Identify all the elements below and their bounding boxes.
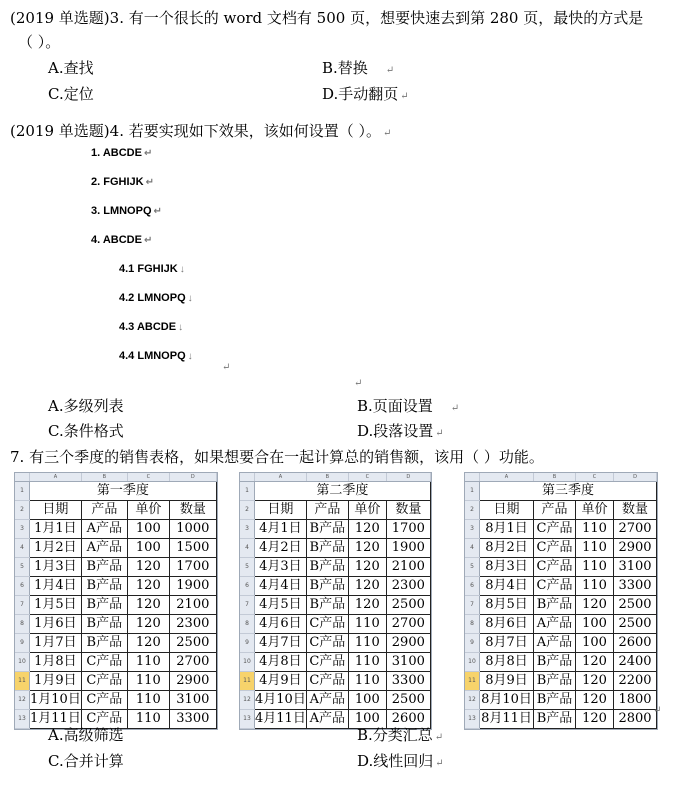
- table-cell: 120: [348, 577, 386, 596]
- table-cell: 120: [348, 520, 386, 539]
- table-cell: 1月1日: [30, 520, 82, 539]
- table-cell: 1800: [614, 691, 657, 710]
- table-cell: B产品: [306, 596, 348, 615]
- list-item-1: 1. ABCDE ↵: [91, 147, 153, 159]
- table-cell: 120: [127, 558, 169, 577]
- table-cell: 4月7日: [255, 634, 307, 653]
- row-header[interactable]: 12: [465, 691, 480, 710]
- row-header[interactable]: 13: [465, 710, 480, 729]
- table-cell: 1700: [169, 558, 216, 577]
- table-cell: B产品: [81, 634, 127, 653]
- list-item-4-4: 4.4 LMNOPQ ↓: [119, 350, 193, 362]
- row-header[interactable]: 4: [15, 539, 30, 558]
- table-cell: 1月3日: [30, 558, 82, 577]
- table-row: [240, 691, 430, 710]
- table-cell: 2900: [614, 539, 657, 558]
- table-cell: B产品: [81, 558, 127, 577]
- table-cell: C产品: [81, 710, 127, 729]
- table-cell: 120: [576, 672, 614, 691]
- column-header[interactable]: D: [386, 473, 430, 482]
- table-cell: 4月11日: [255, 710, 307, 729]
- paragraph-mark: ↵: [354, 378, 363, 389]
- q3-option-a: A.查找: [48, 59, 94, 77]
- table-cell: 2900: [386, 634, 430, 653]
- table-cell: B产品: [534, 710, 576, 729]
- row-header[interactable]: 4: [465, 539, 480, 558]
- table-cell: 120: [576, 653, 614, 672]
- row-header[interactable]: 13: [240, 710, 255, 729]
- column-heading: 数量: [386, 501, 430, 520]
- q7-option-c: C.合并计算: [48, 752, 124, 770]
- table-cell: 8月10日: [480, 691, 534, 710]
- table-cell: 120: [576, 596, 614, 615]
- table-cell: 100: [127, 539, 169, 558]
- table-cell: C产品: [534, 539, 576, 558]
- list-item-4-1: 4.1 FGHIJK ↓: [119, 263, 185, 275]
- table-cell: 4月1日: [255, 520, 307, 539]
- list-item-2: 2. FGHIJK ↵: [91, 176, 154, 188]
- table-cell: B产品: [306, 539, 348, 558]
- table-row: [240, 520, 430, 539]
- table-cell: 110: [127, 710, 169, 729]
- table-cell: 120: [576, 691, 614, 710]
- table-row: [465, 520, 657, 539]
- table-cell: B产品: [81, 596, 127, 615]
- table-cell: B产品: [306, 520, 348, 539]
- table-cell: 110: [348, 653, 386, 672]
- q4-option-d: D.段落设置 ↵: [357, 422, 444, 440]
- corner-cell[interactable]: [465, 473, 480, 482]
- table-title: 第二季度: [255, 482, 431, 501]
- row-header[interactable]: 12: [240, 691, 255, 710]
- table-cell: 2700: [169, 653, 216, 672]
- row-header[interactable]: 8: [465, 615, 480, 634]
- table-cell: 3100: [386, 653, 430, 672]
- table-cell: 120: [127, 577, 169, 596]
- column-heading: 单价: [576, 501, 614, 520]
- row-header[interactable]: 3: [465, 520, 480, 539]
- table-row: [15, 539, 216, 558]
- table-cell: 120: [127, 634, 169, 653]
- corner-cell[interactable]: [15, 473, 30, 482]
- table-row: [15, 672, 216, 691]
- table-cell: 8月8日: [480, 653, 534, 672]
- table-cell: C产品: [81, 691, 127, 710]
- table-row: [465, 653, 657, 672]
- table-cell: 2600: [386, 710, 430, 729]
- row-header[interactable]: 11: [240, 672, 255, 691]
- table-cell: 110: [348, 615, 386, 634]
- table-cell: 1月11日: [30, 710, 82, 729]
- row-header[interactable]: 9: [465, 634, 480, 653]
- table-cell: 110: [576, 520, 614, 539]
- table-row: [240, 672, 430, 691]
- row-header[interactable]: 13: [15, 710, 30, 729]
- table-q2: [240, 473, 431, 729]
- table-cell: 1月7日: [30, 634, 82, 653]
- table-cell: A产品: [81, 520, 127, 539]
- table-cell: 1500: [169, 539, 216, 558]
- row-header[interactable]: 6: [240, 577, 255, 596]
- table-cell: 100: [348, 691, 386, 710]
- table-row: [15, 634, 216, 653]
- column-header[interactable]: C: [127, 473, 169, 482]
- table-title: 第一季度: [30, 482, 217, 501]
- question-3-text: (2019 单选题)3. 有一个很长的 word 文档有 500 页，想要快速去到第 280 页，最快的方式是: [10, 9, 644, 27]
- table-cell: 8月3日: [480, 558, 534, 577]
- table-cell: 3300: [386, 672, 430, 691]
- column-heading: 单价: [348, 501, 386, 520]
- row-header[interactable]: 3: [240, 520, 255, 539]
- spreadsheet-q3: [464, 472, 658, 730]
- table-row: [240, 558, 430, 577]
- table-cell: 120: [127, 615, 169, 634]
- table-q1: [15, 473, 217, 729]
- list-item-4: 4. ABCDE ↵: [91, 234, 153, 246]
- table-cell: B产品: [534, 653, 576, 672]
- column-heading: 产品: [81, 501, 127, 520]
- table-cell: 100: [127, 520, 169, 539]
- table-cell: 120: [576, 710, 614, 729]
- table-row: [240, 539, 430, 558]
- table-row: [465, 691, 657, 710]
- row-header[interactable]: 4: [240, 539, 255, 558]
- table-cell: 1700: [386, 520, 430, 539]
- table-cell: 4月2日: [255, 539, 307, 558]
- table-cell: 120: [348, 539, 386, 558]
- q3-option-d: D.手动翻页 ↵: [322, 85, 409, 103]
- table-cell: C产品: [81, 672, 127, 691]
- table-cell: 4月4日: [255, 577, 307, 596]
- table-row: [15, 577, 216, 596]
- column-heading: 数量: [169, 501, 216, 520]
- table-cell: 2500: [169, 634, 216, 653]
- table-cell: 110: [127, 672, 169, 691]
- q4-option-a: A.多级列表: [48, 397, 124, 415]
- table-row: [465, 596, 657, 615]
- table-cell: 110: [348, 672, 386, 691]
- table-row: [465, 634, 657, 653]
- table-cell: 8月1日: [480, 520, 534, 539]
- row-header[interactable]: 7: [465, 596, 480, 615]
- table-cell: B产品: [534, 672, 576, 691]
- column-header[interactable]: C: [576, 473, 614, 482]
- row-header[interactable]: 2: [15, 501, 30, 520]
- table-cell: 2300: [169, 615, 216, 634]
- row-header[interactable]: 1: [465, 482, 480, 501]
- table-cell: 8月9日: [480, 672, 534, 691]
- row-header[interactable]: 5: [240, 558, 255, 577]
- table-cell: 3100: [169, 691, 216, 710]
- table-cell: A产品: [534, 615, 576, 634]
- q3-option-c: C.定位: [48, 85, 94, 103]
- table-cell: B产品: [306, 558, 348, 577]
- table-cell: 2100: [386, 558, 430, 577]
- row-header[interactable]: 7: [15, 596, 30, 615]
- table-cell: 8月11日: [480, 710, 534, 729]
- table-cell: B产品: [81, 615, 127, 634]
- column-heading: 产品: [534, 501, 576, 520]
- row-header[interactable]: 5: [15, 558, 30, 577]
- table-cell: 2500: [614, 596, 657, 615]
- table-cell: B产品: [306, 577, 348, 596]
- table-row: [240, 615, 430, 634]
- table-cell: 1900: [386, 539, 430, 558]
- table-cell: 2500: [614, 615, 657, 634]
- table-row: [465, 558, 657, 577]
- paragraph-mark: ↵: [222, 362, 231, 373]
- column-heading: 日期: [255, 501, 307, 520]
- row-header[interactable]: 5: [465, 558, 480, 577]
- table-cell: 4月6日: [255, 615, 307, 634]
- spreadsheet-q2: [239, 472, 432, 730]
- table-cell: C产品: [306, 653, 348, 672]
- table-cell: 2600: [614, 634, 657, 653]
- spreadsheet-q1: [14, 472, 218, 730]
- row-header[interactable]: 2: [465, 501, 480, 520]
- column-header[interactable]: B: [81, 473, 127, 482]
- table-cell: 110: [576, 558, 614, 577]
- column-heading: 日期: [30, 501, 82, 520]
- table-cell: A产品: [306, 691, 348, 710]
- column-header[interactable]: A: [255, 473, 307, 482]
- table-cell: 2800: [614, 710, 657, 729]
- table-row: [465, 577, 657, 596]
- table-row: [465, 539, 657, 558]
- table-cell: 120: [348, 558, 386, 577]
- table-cell: 2500: [386, 596, 430, 615]
- table-cell: 4月10日: [255, 691, 307, 710]
- row-header[interactable]: 11: [465, 672, 480, 691]
- table-row: [465, 672, 657, 691]
- table-cell: 8月5日: [480, 596, 534, 615]
- table-cell: 2300: [386, 577, 430, 596]
- q3-option-b: B.替换 ↵: [322, 59, 395, 77]
- table-cell: 8月2日: [480, 539, 534, 558]
- table-cell: 1月6日: [30, 615, 82, 634]
- table-cell: A产品: [81, 539, 127, 558]
- table-cell: 8月7日: [480, 634, 534, 653]
- row-header[interactable]: 10: [15, 653, 30, 672]
- table-cell: C产品: [306, 615, 348, 634]
- list-item-4-2: 4.2 LMNOPQ ↓: [119, 292, 193, 304]
- table-row: [15, 558, 216, 577]
- table-row: [15, 615, 216, 634]
- row-header[interactable]: 8: [240, 615, 255, 634]
- column-header[interactable]: B: [534, 473, 576, 482]
- row-header[interactable]: 7: [240, 596, 255, 615]
- row-header[interactable]: 1: [240, 482, 255, 501]
- table-cell: 120: [348, 596, 386, 615]
- column-header[interactable]: D: [169, 473, 216, 482]
- table-row: [465, 615, 657, 634]
- list-item-3: 3. LMNOPQ ↵: [91, 205, 162, 217]
- column-header[interactable]: D: [614, 473, 657, 482]
- table-cell: A产品: [534, 634, 576, 653]
- table-cell: 1月4日: [30, 577, 82, 596]
- q4-option-c: C.条件格式: [48, 422, 124, 440]
- column-header[interactable]: A: [30, 473, 82, 482]
- table-cell: 2200: [614, 672, 657, 691]
- table-cell: 2100: [169, 596, 216, 615]
- table-cell: 1月10日: [30, 691, 82, 710]
- q4-option-b: B.页面设置 ↵: [357, 397, 460, 415]
- question-3-blank: （ ）。: [18, 33, 61, 51]
- table-cell: 2500: [386, 691, 430, 710]
- table-cell: C产品: [534, 577, 576, 596]
- table-row: [15, 691, 216, 710]
- table-cell: 4月9日: [255, 672, 307, 691]
- table-row: [465, 710, 657, 729]
- table-cell: 1月2日: [30, 539, 82, 558]
- table-q3: [465, 473, 657, 729]
- table-row: [240, 653, 430, 672]
- table-title: 第三季度: [480, 482, 657, 501]
- row-header[interactable]: 6: [465, 577, 480, 596]
- table-cell: 4月5日: [255, 596, 307, 615]
- table-cell: A产品: [306, 710, 348, 729]
- table-cell: 8月4日: [480, 577, 534, 596]
- row-header[interactable]: 3: [15, 520, 30, 539]
- table-cell: 1000: [169, 520, 216, 539]
- row-header[interactable]: 8: [15, 615, 30, 634]
- row-header[interactable]: 9: [240, 634, 255, 653]
- row-header[interactable]: 9: [15, 634, 30, 653]
- table-cell: 100: [348, 710, 386, 729]
- column-header[interactable]: A: [480, 473, 534, 482]
- table-row: [240, 596, 430, 615]
- table-cell: C产品: [534, 558, 576, 577]
- table-cell: 3100: [614, 558, 657, 577]
- column-heading: 产品: [306, 501, 348, 520]
- table-cell: C产品: [306, 672, 348, 691]
- table-cell: 1月9日: [30, 672, 82, 691]
- column-heading: 日期: [480, 501, 534, 520]
- q7-option-a: A.高级筛选: [48, 726, 124, 744]
- table-cell: 3300: [614, 577, 657, 596]
- row-header[interactable]: 10: [240, 653, 255, 672]
- question-7-text: 7. 有三个季度的销售表格，如果想要合在一起计算总的销售额，该用（ ）功能。: [10, 448, 544, 466]
- table-cell: 120: [127, 596, 169, 615]
- row-header[interactable]: 12: [15, 691, 30, 710]
- table-cell: 3300: [169, 710, 216, 729]
- table-cell: 100: [576, 634, 614, 653]
- row-header[interactable]: 11: [15, 672, 30, 691]
- column-heading: 单价: [127, 501, 169, 520]
- table-cell: 2900: [169, 672, 216, 691]
- column-header[interactable]: C: [348, 473, 386, 482]
- table-cell: 110: [576, 577, 614, 596]
- table-cell: 2400: [614, 653, 657, 672]
- column-heading: 数量: [614, 501, 657, 520]
- table-cell: 100: [576, 615, 614, 634]
- table-cell: C产品: [81, 653, 127, 672]
- table-cell: 2700: [614, 520, 657, 539]
- table-row: [15, 653, 216, 672]
- table-cell: B产品: [81, 577, 127, 596]
- table-cell: 110: [576, 539, 614, 558]
- row-header[interactable]: 2: [240, 501, 255, 520]
- column-header[interactable]: B: [306, 473, 348, 482]
- row-header[interactable]: 6: [15, 577, 30, 596]
- table-cell: C产品: [306, 634, 348, 653]
- list-item-4-3: 4.3 ABCDE ↓: [119, 321, 184, 333]
- table-cell: B产品: [534, 691, 576, 710]
- corner-cell[interactable]: [240, 473, 255, 482]
- question-4-text: (2019 单选题)4. 若要实现如下效果，该如何设置（ ）。 ↵: [10, 122, 392, 140]
- row-header[interactable]: 1: [15, 482, 30, 501]
- table-row: [15, 596, 216, 615]
- q7-option-b: B.分类汇总 ↵: [357, 726, 444, 744]
- table-row: [240, 577, 430, 596]
- table-cell: 110: [127, 653, 169, 672]
- table-cell: B产品: [534, 596, 576, 615]
- table-cell: 1900: [169, 577, 216, 596]
- table-cell: 1月5日: [30, 596, 82, 615]
- table-cell: 4月3日: [255, 558, 307, 577]
- table-row: [240, 634, 430, 653]
- table-cell: 110: [127, 691, 169, 710]
- table-cell: 4月8日: [255, 653, 307, 672]
- row-header[interactable]: 10: [465, 653, 480, 672]
- q7-option-d: D.线性回归 ↵: [357, 752, 444, 770]
- paragraph-mark: ↵: [653, 705, 662, 716]
- table-cell: 2700: [386, 615, 430, 634]
- table-cell: 1月8日: [30, 653, 82, 672]
- table-cell: C产品: [534, 520, 576, 539]
- table-cell: 8月6日: [480, 615, 534, 634]
- table-row: [15, 520, 216, 539]
- table-cell: 110: [348, 634, 386, 653]
